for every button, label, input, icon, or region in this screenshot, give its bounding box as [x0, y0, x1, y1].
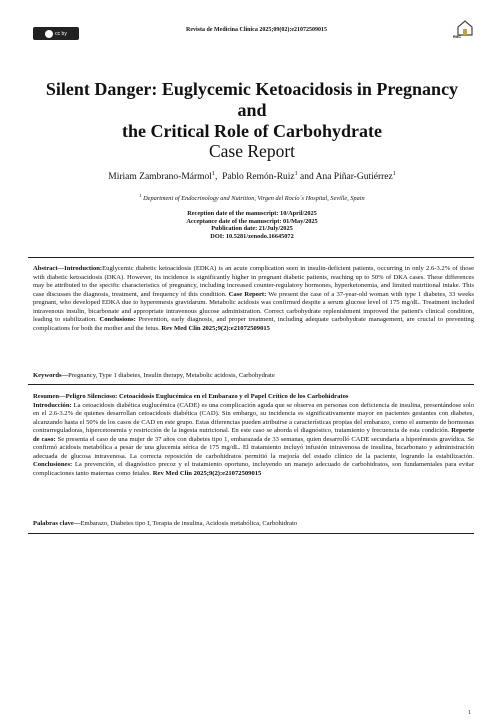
author-separator: ,: [214, 172, 223, 183]
author-list: [0, 171, 504, 182]
author-affil-mark: 1: [392, 171, 396, 177]
resumen-intro-text: La cetoacidosis diabética euglucémica (CADE) es una complicación aguda que se observa en personas con deficiencia de insulina, presentándose solo en el 2.6-3.2% de quienes desarrollan cetoacidosis diabética (CAD). Sin embargo, su incidencia es significativamente mayor en pacientes gestantes con diabetes, alcanzando hasta el 50% de los casos de CAD en este grupo. Estas diferencias pueden atribuirse a características propias del embarazo, como el aumento de hormonas contrarreguladoras, hipercetonemia y restricción de la ingesta nutricional. En este caso se aborda el diagnóstico, tratamiento y frecuencia de esta condición.: [33, 401, 474, 435]
keywords: [33, 372, 474, 381]
divider: [28, 384, 474, 385]
divider: [28, 257, 474, 258]
manuscript-dates: [0, 210, 504, 240]
abstract-lead: Abstract—: [33, 265, 65, 272]
reception-date: Reception date of the manuscript: 10/April/2025: [187, 210, 317, 217]
resumen-case-text: Se presenta el caso de una mujer de 37 años con diabetes tipo 1, embarazada de 33 semanas, quien desarrolló CADE secundaria a hiperémesis gravídica. Se confirmó acidosis metabólica a pesar de una glucemia sérica de 175 mg/dL. El tratamiento incluyó infusión intravenosa de insulina, bicarbonato y administración adecuada de glucosa intravenosa. La correcta reposición de carbohidratos permitió la mejoría del estado clínico de la paciente, logrando la estabilización.: [33, 435, 474, 460]
author-separator: and: [297, 172, 316, 183]
author-name: Ana Piñar-Gutiérrez: [315, 172, 393, 183]
resumen-case-label: Reporte de caso:: [33, 427, 474, 443]
affil-text: Department of Endocrinology and Nutrition, Virgen del Rocío´s Hospital, Seville, Spain: [143, 195, 365, 203]
author-affil-mark: 1: [211, 171, 215, 177]
resumen-concl-text: La prevención, el diagnóstico precoz y el tratamiento oportuno, incluyendo un manejo adecuado de carbohidratos, son fundamentales para evitar complicaciones tanto maternas como fetales.: [33, 461, 474, 477]
publication-date: Publication date: 21/July/2025: [211, 225, 293, 233]
cc-license-badge: [33, 27, 79, 40]
affiliation: [0, 193, 504, 202]
page-number: 1: [468, 710, 471, 716]
palabras-clave: [33, 520, 474, 529]
palabras-label: Palabras clave—: [33, 520, 81, 527]
abstract-case-label: Case Report:: [228, 290, 267, 298]
title-line: the Critical Role of Carbohydrate: [122, 121, 382, 141]
divider: [28, 533, 474, 534]
keywords-text: Pregnancy, Type 1 diabetes, Insulin therapy, Metabolic acidosis, Carbohydrate: [68, 372, 275, 379]
author-name: Miriam Zambrano-Mármol: [108, 172, 212, 183]
abstract-citation: Rev Med Clin 2025;9(2):e21072509015: [161, 324, 270, 332]
abstract: [33, 265, 474, 333]
doi: DOI: 10.5281/zenodo.16645072: [210, 232, 294, 240]
abstract-concl-label: Conclusions:: [99, 316, 136, 324]
abstract-case-text: We present the case of a 37-year-old woman with type 1 diabetes, 33 weeks pregnant, who developed EDKA due to hyperemesis gravidarum. Metabolic acidosis was confirmed despite a serum glucose level of 175 mg/dL. Treatment included intravenous insulin, bicarbonate and appropriate intravenous glucose administration. Correct carbohydrate replenishment improved the patient's clinical condition, leading to stabilization.: [33, 290, 474, 324]
resumen-concl-label: Conclusiones:: [33, 461, 73, 469]
journal-logo-text: RMC: [453, 35, 461, 39]
author-affil-mark: 1: [294, 171, 298, 177]
cc-icon: [45, 30, 53, 38]
resumen-lead: Resumen—: [33, 393, 66, 400]
keywords-label: Keywords—: [33, 372, 69, 379]
palabras-text: Embarazo, Diabetes tipo I, Terapia de insulina, Acidosis metabólica, Carbohidrato: [80, 520, 298, 527]
paper-title: [30, 79, 474, 142]
resumen: [33, 393, 474, 478]
resumen-title: Peligro Silencioso: Cetoacidosis Euglucémica en el Embarazo y el Papel Crítico de los Carbohidratos: [65, 393, 349, 400]
journal-header: Revista de Medicina Clínica 2025;09(02):e21072509015: [186, 27, 327, 33]
title-line: Silent Danger: Euglycemic Ketoacidosis in Pregnancy and: [45, 79, 459, 120]
resumen-intro-label: Introducción:: [33, 401, 72, 409]
resumen-citation: Rev Med Clin 2025;9(2):e21072509015: [152, 469, 262, 477]
affil-mark: 1: [139, 193, 142, 198]
abstract-intro-label: Introduction:: [64, 265, 103, 272]
cc-license-label: cc by: [55, 30, 67, 37]
author-name: Pablo Remón-Ruiz: [222, 172, 295, 183]
abstract-intro-text: Euglycemic diabetic ketoacidosis (EDKA) is an acute complication seen in insulin-deficient patients, occurring in only 2.6-3.2% of those with diabetic ketoacidosis (DKA). However, its incidence is significantly higher in pregnant diabetic patients, reaching up to 50% of DKA cases. These differences may be attributed to the specific characteristics of pregnancy, including increased counter-regulatory hormones, hyperketonemia, and limited nutritional intake. This case discusses the diagnosis, treatment, and frequency of this condition.: [33, 265, 474, 298]
article-type: Case Report: [208, 141, 296, 161]
abstract-concl-text: Prevention, early diagnosis, and proper treatment, including adequate carbohydrate management, are crucial to preventing complications for both the mother and the fetus.: [33, 316, 474, 332]
acceptance-date: Acceptance date of the manuscript: 01/May/2025: [186, 217, 318, 225]
